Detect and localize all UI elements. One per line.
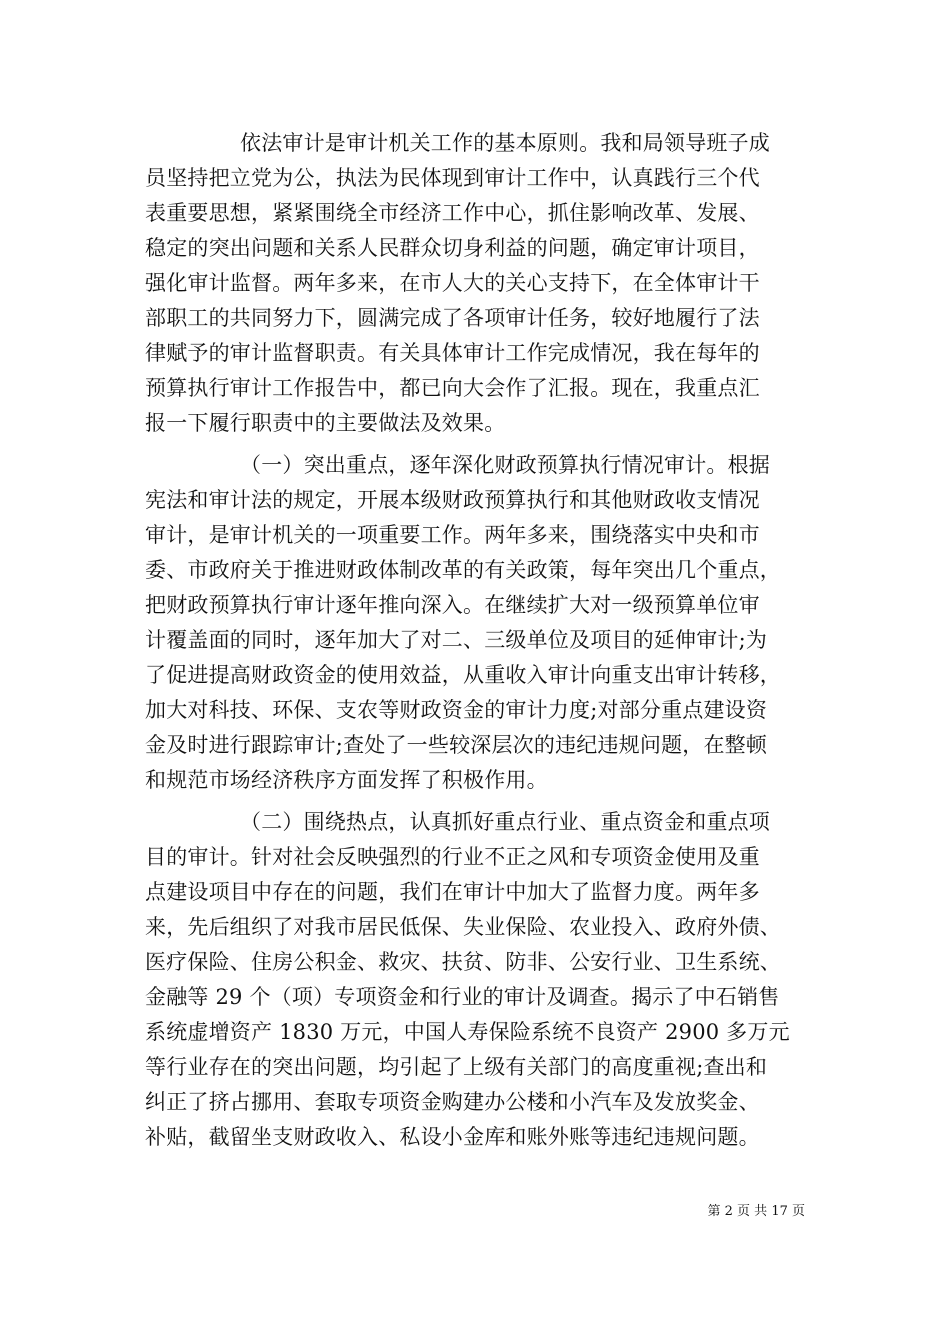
paragraph-line: 纠正了挤占挪用、套取专项资金购建办公楼和小汽车及发放奖金、 [145,1090,760,1114]
paragraph-line: 强化审计监督。两年多来，在市人大的关心支持下，在全体审计干 [145,271,760,295]
paragraph-line: 等行业存在的突出问题，均引起了上级有关部门的高度重视;查出和 [145,1055,768,1079]
paragraph-line: 目的审计。针对社会反映强烈的行业不正之风和专项资金使用及重 [145,845,760,869]
paragraph-line: 加大对科技、环保、支农等财政资金的审计力度;对部分重点建设资 [145,698,768,722]
paragraph-line: 依法审计是审计机关工作的基本原则。我和局领导班子成 [240,131,770,155]
paragraph-line: 稳定的突出问题和关系人民群众切身利益的问题，确定审计项目， [145,236,760,260]
paragraph-line: 点建设项目中存在的问题，我们在审计中加大了监督力度。两年多 [145,880,760,904]
paragraph-line: 计覆盖面的同时，逐年加大了对二、三级单位及项目的延伸审计;为 [145,628,768,652]
paragraph-line: 把财政预算执行审计逐年推向深入。在继续扩大对一级预算单位审 [145,593,760,617]
paragraph-line: （二）围绕热点，认真抓好重点行业、重点资金和重点项 [240,810,770,834]
paragraph-line: 报一下履行职责中的主要做法及效果。 [145,411,506,435]
paragraph-line: 金融等 29 个（项）专项资金和行业的审计及调查。揭示了中石销售 [145,985,780,1009]
paragraph-line: 宪法和审计法的规定，开展本级财政预算执行和其他财政收支情况 [145,488,760,512]
paragraph-line: 员坚持把立党为公，执法为民体现到审计工作中，认真践行三个代 [145,166,760,190]
paragraph-line: 表重要思想，紧紧围绕全市经济工作中心，抓住影响改革、发展、 [145,201,760,225]
paragraph-line: 委、市政府关于推进财政体制改革的有关政策，每年突出几个重点， [145,558,781,582]
paragraph-line: （一）突出重点，逐年深化财政预算执行情况审计。根据 [240,453,770,477]
paragraph-line: 审计，是审计机关的一项重要工作。两年多来，围绕落实中央和市 [145,523,760,547]
paragraph-line: 来，先后组织了对我市居民低保、失业保险、农业投入、政府外债、 [145,915,781,939]
paragraph-line: 系统虚增资产 1830 万元，中国人寿保险系统不良资产 2900 多万元 [145,1020,790,1044]
paragraph-line: 律赋予的审计监督职责。有关具体审计工作完成情况，我在每年的 [145,341,760,365]
paragraph-line: 金及时进行跟踪审计;查处了一些较深层次的违纪违规问题，在整顿 [145,733,768,757]
paragraph-line: 医疗保险、住房公积金、救灾、扶贫、防非、公安行业、卫生系统、 [145,950,781,974]
paragraph-line: 和规范市场经济秩序方面发挥了积极作用。 [145,768,548,792]
paragraph-line: 了促进提高财政资金的使用效益，从重收入审计向重支出审计转移， [145,663,781,687]
paragraph-line: 部职工的共同努力下，圆满完成了各项审计任务，较好地履行了法 [145,306,760,330]
paragraph-line: 补贴，截留坐支财政收入、私设小金库和账外账等违纪违规问题。 [145,1125,760,1149]
page-number-footer: 第 2 页 共 17 页 [707,1204,805,1219]
paragraph-line: 预算执行审计工作报告中，都已向大会作了汇报。现在，我重点汇 [145,376,760,400]
